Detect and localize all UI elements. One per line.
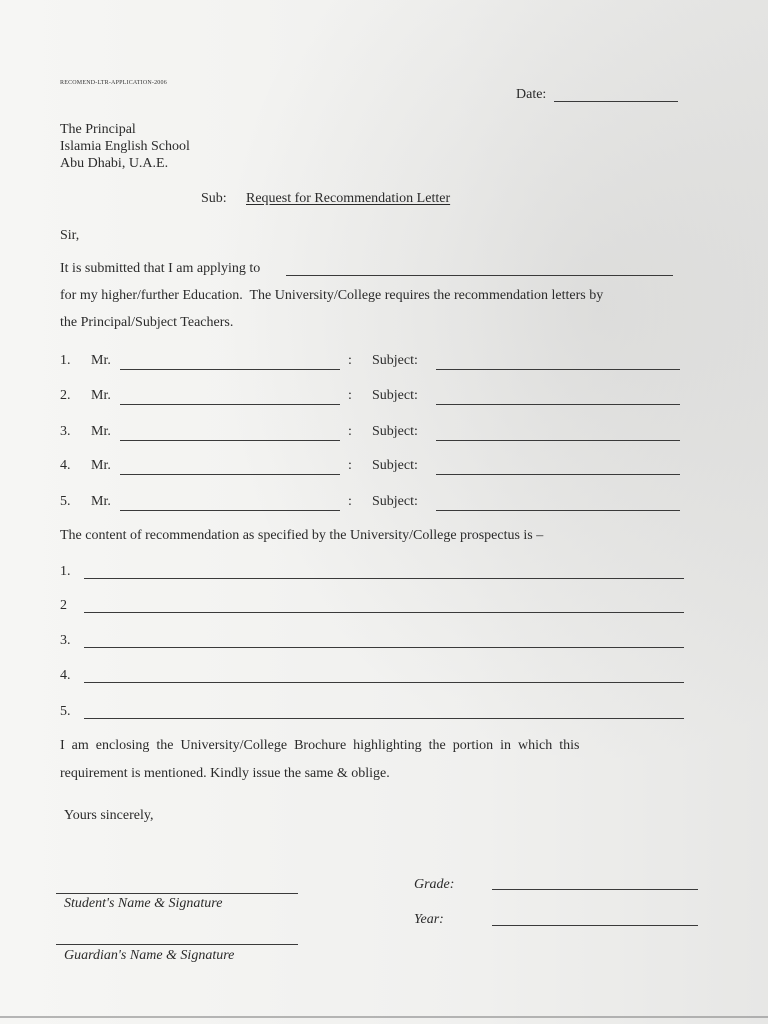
content-item-field[interactable] <box>84 682 684 683</box>
content-item-number: 2 <box>60 598 67 613</box>
address-line-1: The Principal <box>60 122 136 137</box>
content-item-number: 5. <box>60 704 71 719</box>
teacher-name-field[interactable] <box>120 404 340 405</box>
teacher-subject-field[interactable] <box>436 474 680 475</box>
teacher-name-field[interactable] <box>120 510 340 511</box>
row-number: 1. <box>60 353 71 368</box>
content-intro: The content of recommendation as specified by the University/College prospectus is – <box>60 528 544 543</box>
colon: : <box>348 494 352 509</box>
salutation: Sir, <box>60 228 80 243</box>
teacher-name-field[interactable] <box>120 474 340 475</box>
colon: : <box>348 424 352 439</box>
row-number: 2. <box>60 388 71 403</box>
applying-text: It is submitted that I am applying to <box>60 261 261 276</box>
year-label: Year: <box>414 912 444 927</box>
subject-label: Sub: <box>201 191 227 206</box>
subject-label: Subject: <box>372 353 418 368</box>
year-field[interactable] <box>492 925 698 926</box>
subject-text: Request for Recommendation Letter <box>246 191 451 206</box>
grade-field[interactable] <box>492 889 698 890</box>
paragraph-line-2: for my higher/further Education. The University/College requires the recommendation letters by <box>60 288 604 303</box>
subject-label: Subject: <box>372 424 418 439</box>
date-label: Date: <box>516 87 547 102</box>
enclosing-line-2: requirement is mentioned. Kindly issue the same & oblige. <box>60 766 390 781</box>
row-number: 5. <box>60 494 71 509</box>
subject-label: Subject: <box>372 388 418 403</box>
content-item-number: 1. <box>60 564 71 579</box>
content-item-field[interactable] <box>84 578 684 579</box>
content-item-field[interactable] <box>84 718 684 719</box>
teacher-subject-field[interactable] <box>436 510 680 511</box>
mr-label: Mr. <box>91 388 111 403</box>
content-item-number: 4. <box>60 668 71 683</box>
content-item-field[interactable] <box>84 612 684 613</box>
address-line-3: Abu Dhabi, U.A.E. <box>60 156 169 171</box>
sign-off: Yours sincerely, <box>64 808 154 823</box>
teacher-subject-field[interactable] <box>436 440 680 441</box>
page-bottom-edge <box>0 1016 768 1018</box>
subject-label: Subject: <box>372 458 418 473</box>
mr-label: Mr. <box>91 424 111 439</box>
guardian-signature-field[interactable] <box>56 944 298 945</box>
university-name-field[interactable] <box>286 275 673 276</box>
row-number: 4. <box>60 458 71 473</box>
mr-label: Mr. <box>91 458 111 473</box>
colon: : <box>348 458 352 473</box>
paragraph-line-3: the Principal/Subject Teachers. <box>60 315 234 330</box>
grade-label: Grade: <box>414 877 455 892</box>
row-number: 3. <box>60 424 71 439</box>
colon: : <box>348 353 352 368</box>
enclosing-line-1: I am enclosing the University/College Brochure highlighting the portion in which this <box>60 738 580 753</box>
content-item-field[interactable] <box>84 647 684 648</box>
colon: : <box>348 388 352 403</box>
guardian-signature-label: Guardian's Name & Signature <box>64 948 235 963</box>
teacher-name-field[interactable] <box>120 440 340 441</box>
mr-label: Mr. <box>91 353 111 368</box>
teacher-subject-field[interactable] <box>436 404 680 405</box>
form-code: RECOMEND-LTR-APPLICATION-2006 <box>60 80 167 86</box>
mr-label: Mr. <box>91 494 111 509</box>
student-signature-label: Student's Name & Signature <box>64 896 223 911</box>
content-item-number: 3. <box>60 633 71 648</box>
subject-label: Subject: <box>372 494 418 509</box>
teacher-subject-field[interactable] <box>436 369 680 370</box>
teacher-name-field[interactable] <box>120 369 340 370</box>
date-field[interactable] <box>554 101 678 102</box>
address-line-2: Islamia English School <box>60 139 190 154</box>
student-signature-field[interactable] <box>56 893 298 894</box>
